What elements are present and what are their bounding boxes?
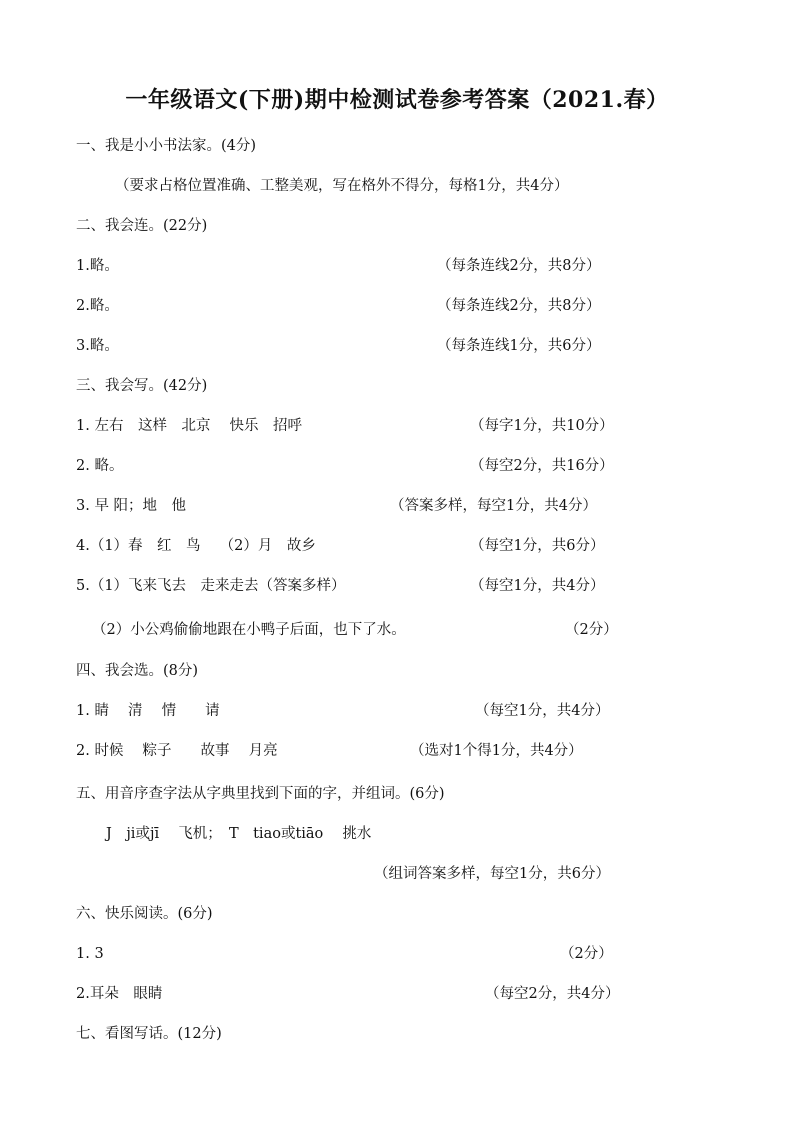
list-item xyxy=(0,574,794,598)
list-item xyxy=(0,862,794,886)
section-7 xyxy=(0,1022,794,1046)
score-note: （每条连线2分，共8分） xyxy=(437,298,601,314)
answer-text: 4.（1）春 红 鸟 （2）月 故乡 xyxy=(76,538,316,554)
score-note: （组词答案多样，每空1分，共6分） xyxy=(374,866,610,882)
section-1-note-row xyxy=(0,174,794,198)
list-item xyxy=(0,699,794,723)
score-note: （每空1分，共4分） xyxy=(470,578,605,594)
score-note: （每空2分，共16分） xyxy=(470,458,614,474)
section-5-heading: 五、用音序查字法从字典里找到下面的字，并组词。(6分) xyxy=(76,786,445,802)
section-7-heading: 七、看图写话。(12分) xyxy=(76,1026,222,1042)
list-item xyxy=(0,982,794,1006)
answer-text: 1.略。 xyxy=(76,258,119,274)
answer-text: 2.耳朵 眼睛 xyxy=(76,986,163,1002)
list-item xyxy=(0,414,794,438)
section-1-note: （要求占格位置准确、工整美观，写在格外不得分，每格1分，共4分） xyxy=(115,178,569,194)
score-note: （每空1分，共6分） xyxy=(470,538,605,554)
section-3-heading: 三、我会写。(42分) xyxy=(76,378,208,394)
section-5 xyxy=(0,782,794,806)
list-item xyxy=(0,494,794,518)
score-note: （每空2分，共4分） xyxy=(485,986,620,1002)
section-1 xyxy=(0,134,794,158)
section-6-heading: 六、快乐阅读。(6分) xyxy=(76,906,213,922)
score-note: （每字1分，共10分） xyxy=(470,418,614,434)
list-item xyxy=(0,294,794,318)
answer-text: 2.略。 xyxy=(76,298,119,314)
list-item xyxy=(0,822,794,846)
page-title: 一年级语文(下册)期中检测试卷参考答案（2021.春） xyxy=(125,87,669,113)
section-2-heading: 二、我会连。(22分) xyxy=(76,218,208,234)
list-item xyxy=(0,739,794,763)
answer-text: 1. 3 xyxy=(76,946,104,962)
list-item xyxy=(0,618,794,642)
list-item xyxy=(0,334,794,358)
answer-text: 1. 左右 这样 北京 快乐 招呼 xyxy=(76,418,303,434)
section-4-heading: 四、我会选。(8分) xyxy=(76,663,199,679)
section-2 xyxy=(0,214,794,238)
answer-text: 1. 睛 清 情 请 xyxy=(76,703,220,719)
section-6 xyxy=(0,902,794,926)
answer-text: （2）小公鸡偷偷地跟在小鸭子后面，也下了水。 xyxy=(92,622,406,638)
list-item xyxy=(0,534,794,558)
score-note: （2分） xyxy=(565,622,618,638)
score-note: （每条连线2分，共8分） xyxy=(437,258,601,274)
section-1-heading: 一、我是小小书法家。(4分) xyxy=(76,138,257,154)
answer-text: 2. 时候 粽子 故事 月亮 xyxy=(76,743,278,759)
score-note: （每条连线1分，共6分） xyxy=(437,338,601,354)
section-3 xyxy=(0,374,794,398)
answer-text: J ji或jī 飞机； T tiao或tiāo 挑水 xyxy=(106,826,372,842)
answer-text: 3.略。 xyxy=(76,338,119,354)
score-note: （答案多样，每空1分，共4分） xyxy=(390,498,597,514)
score-note: （选对1个得1分，共4分） xyxy=(410,743,583,759)
list-item xyxy=(0,942,794,966)
list-item xyxy=(0,454,794,478)
answer-text: 2. 略。 xyxy=(76,458,124,474)
score-note: （每空1分，共4分） xyxy=(475,703,610,719)
list-item xyxy=(0,254,794,278)
answer-text: 5.（1）飞来飞去 走来走去（答案多样） xyxy=(76,578,346,594)
score-note: （2分） xyxy=(560,946,613,962)
answer-text: 3. 早 阳；地 他 xyxy=(76,498,187,514)
section-4 xyxy=(0,659,794,683)
